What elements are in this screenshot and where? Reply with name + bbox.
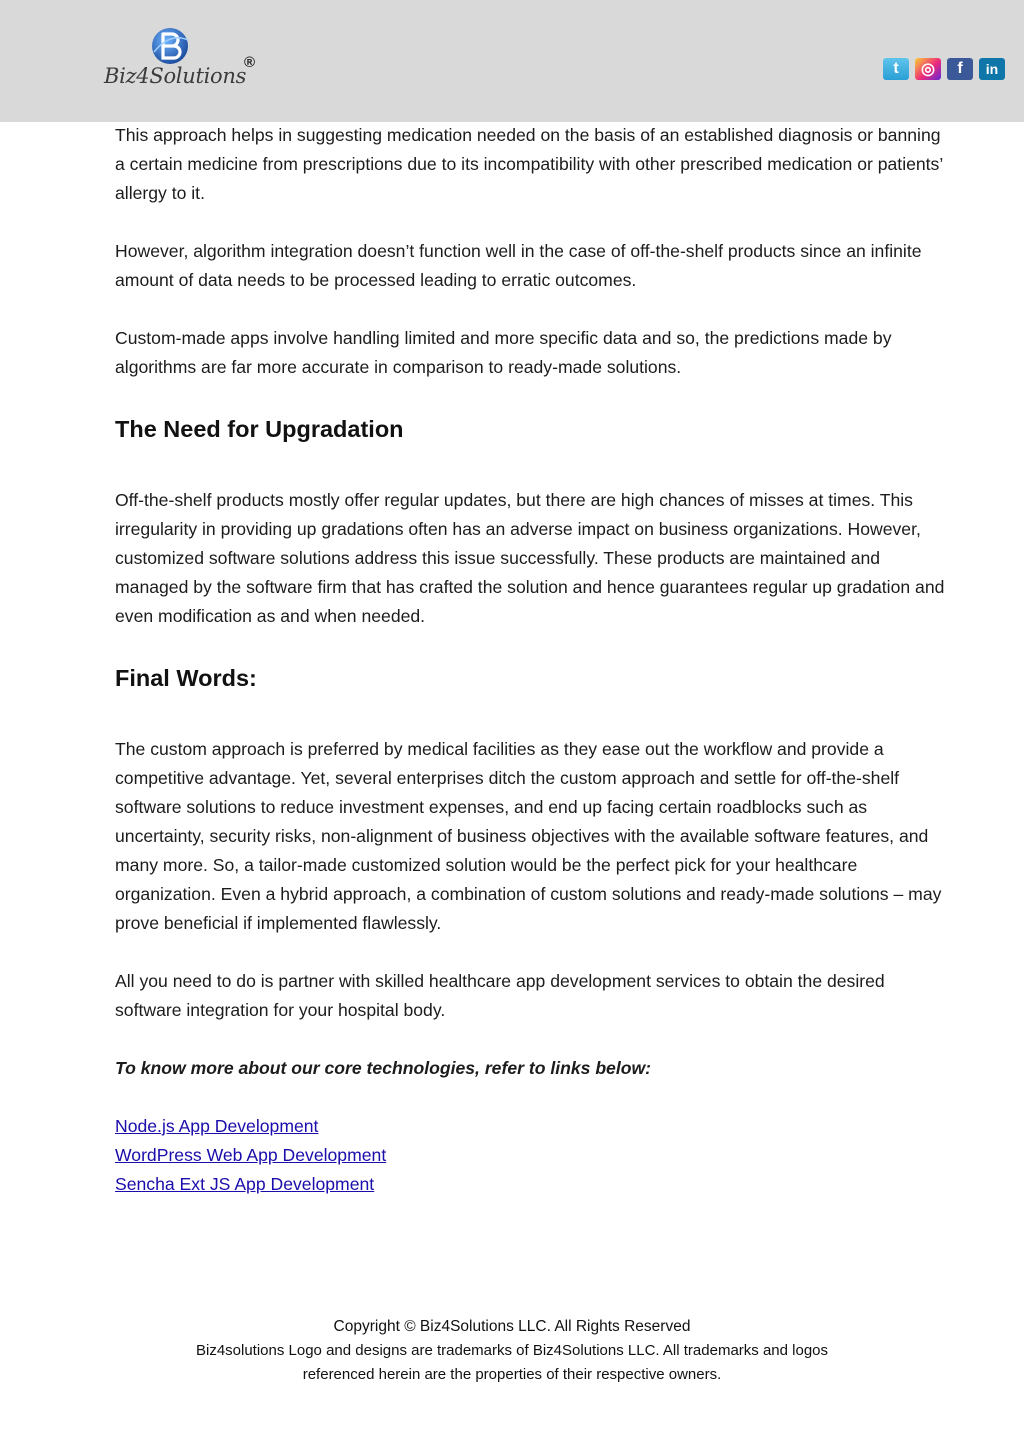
document-body [115, 121, 945, 1199]
linkedin-icon[interactable]: in [979, 58, 1005, 80]
link-sencha-ext-js-app-development[interactable]: Sencha Ext JS App Development [115, 1174, 375, 1194]
trademark-line-1: Biz4solutions Logo and designs are trademarks of Biz4Solutions LLC. All trademarks and logos [195, 1342, 829, 1359]
paragraph-final-words: The custom approach is preferred by medical facilities as they ease out the workflow and provide a competitive advantage. Yet, several enterprises ditch the custom approach and settle for off-the-shelf software solutions to reduce investment expenses, and end up facing certain roadblocks such as uncertainty, security risks, non-alignment of business objectives with the available software features, and many more. So, a tailor-made customized solution would be the perfect pick for your healthcare organization. Even a hybrid approach, a combination of custom solutions and ready-made solutions – may prove beneficial if implemented flawlessly. [115, 739, 942, 933]
technology-links [115, 1112, 945, 1199]
social-links [883, 58, 1005, 80]
copyright-text: Copyright © Biz4Solutions LLC. All Rights Reserved [333, 1318, 691, 1335]
links-lead: To know more about our core technologies, refer to links below: [115, 1058, 652, 1078]
paragraph-algorithm-approach: This approach helps in suggesting medication needed on the basis of an established diagnosis or banning a certain medicine from prescriptions due to its incompatibility with other prescribed medication or patients’ allergy to it. [115, 125, 943, 203]
facebook-icon[interactable]: f [947, 58, 973, 80]
paragraph-algorithm-integration: However, algorithm integration doesn’t function well in the case of off-the-shelf products since an infinite amount of data needs to be processed leading to erratic outcomes. [115, 241, 922, 290]
logo-text: Biz4Solutions [104, 64, 247, 88]
instagram-icon[interactable]: ◎ [915, 58, 941, 80]
heading-final-words: Final Words: [115, 665, 257, 691]
page-header [0, 0, 1024, 122]
paragraph-upgradation: Off-the-shelf products mostly offer regular updates, but there are high chances of misses at times. This irregularity in providing up gradations often has an adverse impact on business organizations. However, customized software solutions address this issue successfully. These products are maintained and managed by the software firm that has crafted the solution and hence guarantees regular up gradation and even modification as and when needed. [115, 490, 945, 626]
link-nodejs-app-development[interactable]: Node.js App Development [115, 1116, 319, 1136]
paragraph-partner: All you need to do is partner with skilled healthcare app development services to obtain the desired software integration for your hospital body. [115, 971, 885, 1020]
page-footer [0, 1315, 1024, 1387]
trademark-line-2: referenced herein are the properties of their respective owners. [302, 1366, 722, 1383]
twitter-icon[interactable]: t [883, 58, 909, 80]
logo-emblem-icon [148, 24, 192, 68]
biz4solutions-logo[interactable] [104, 24, 264, 92]
link-wordpress-web-app-development[interactable]: WordPress Web App Development [115, 1145, 387, 1165]
paragraph-custom-made-apps: Custom-made apps involve handling limited and more specific data and so, the predictions made by algorithms are far more accurate in comparison to ready-made solutions. [115, 328, 892, 377]
registered-mark: ® [244, 54, 256, 71]
heading-need-for-upgradation: The Need for Upgradation [115, 416, 404, 442]
